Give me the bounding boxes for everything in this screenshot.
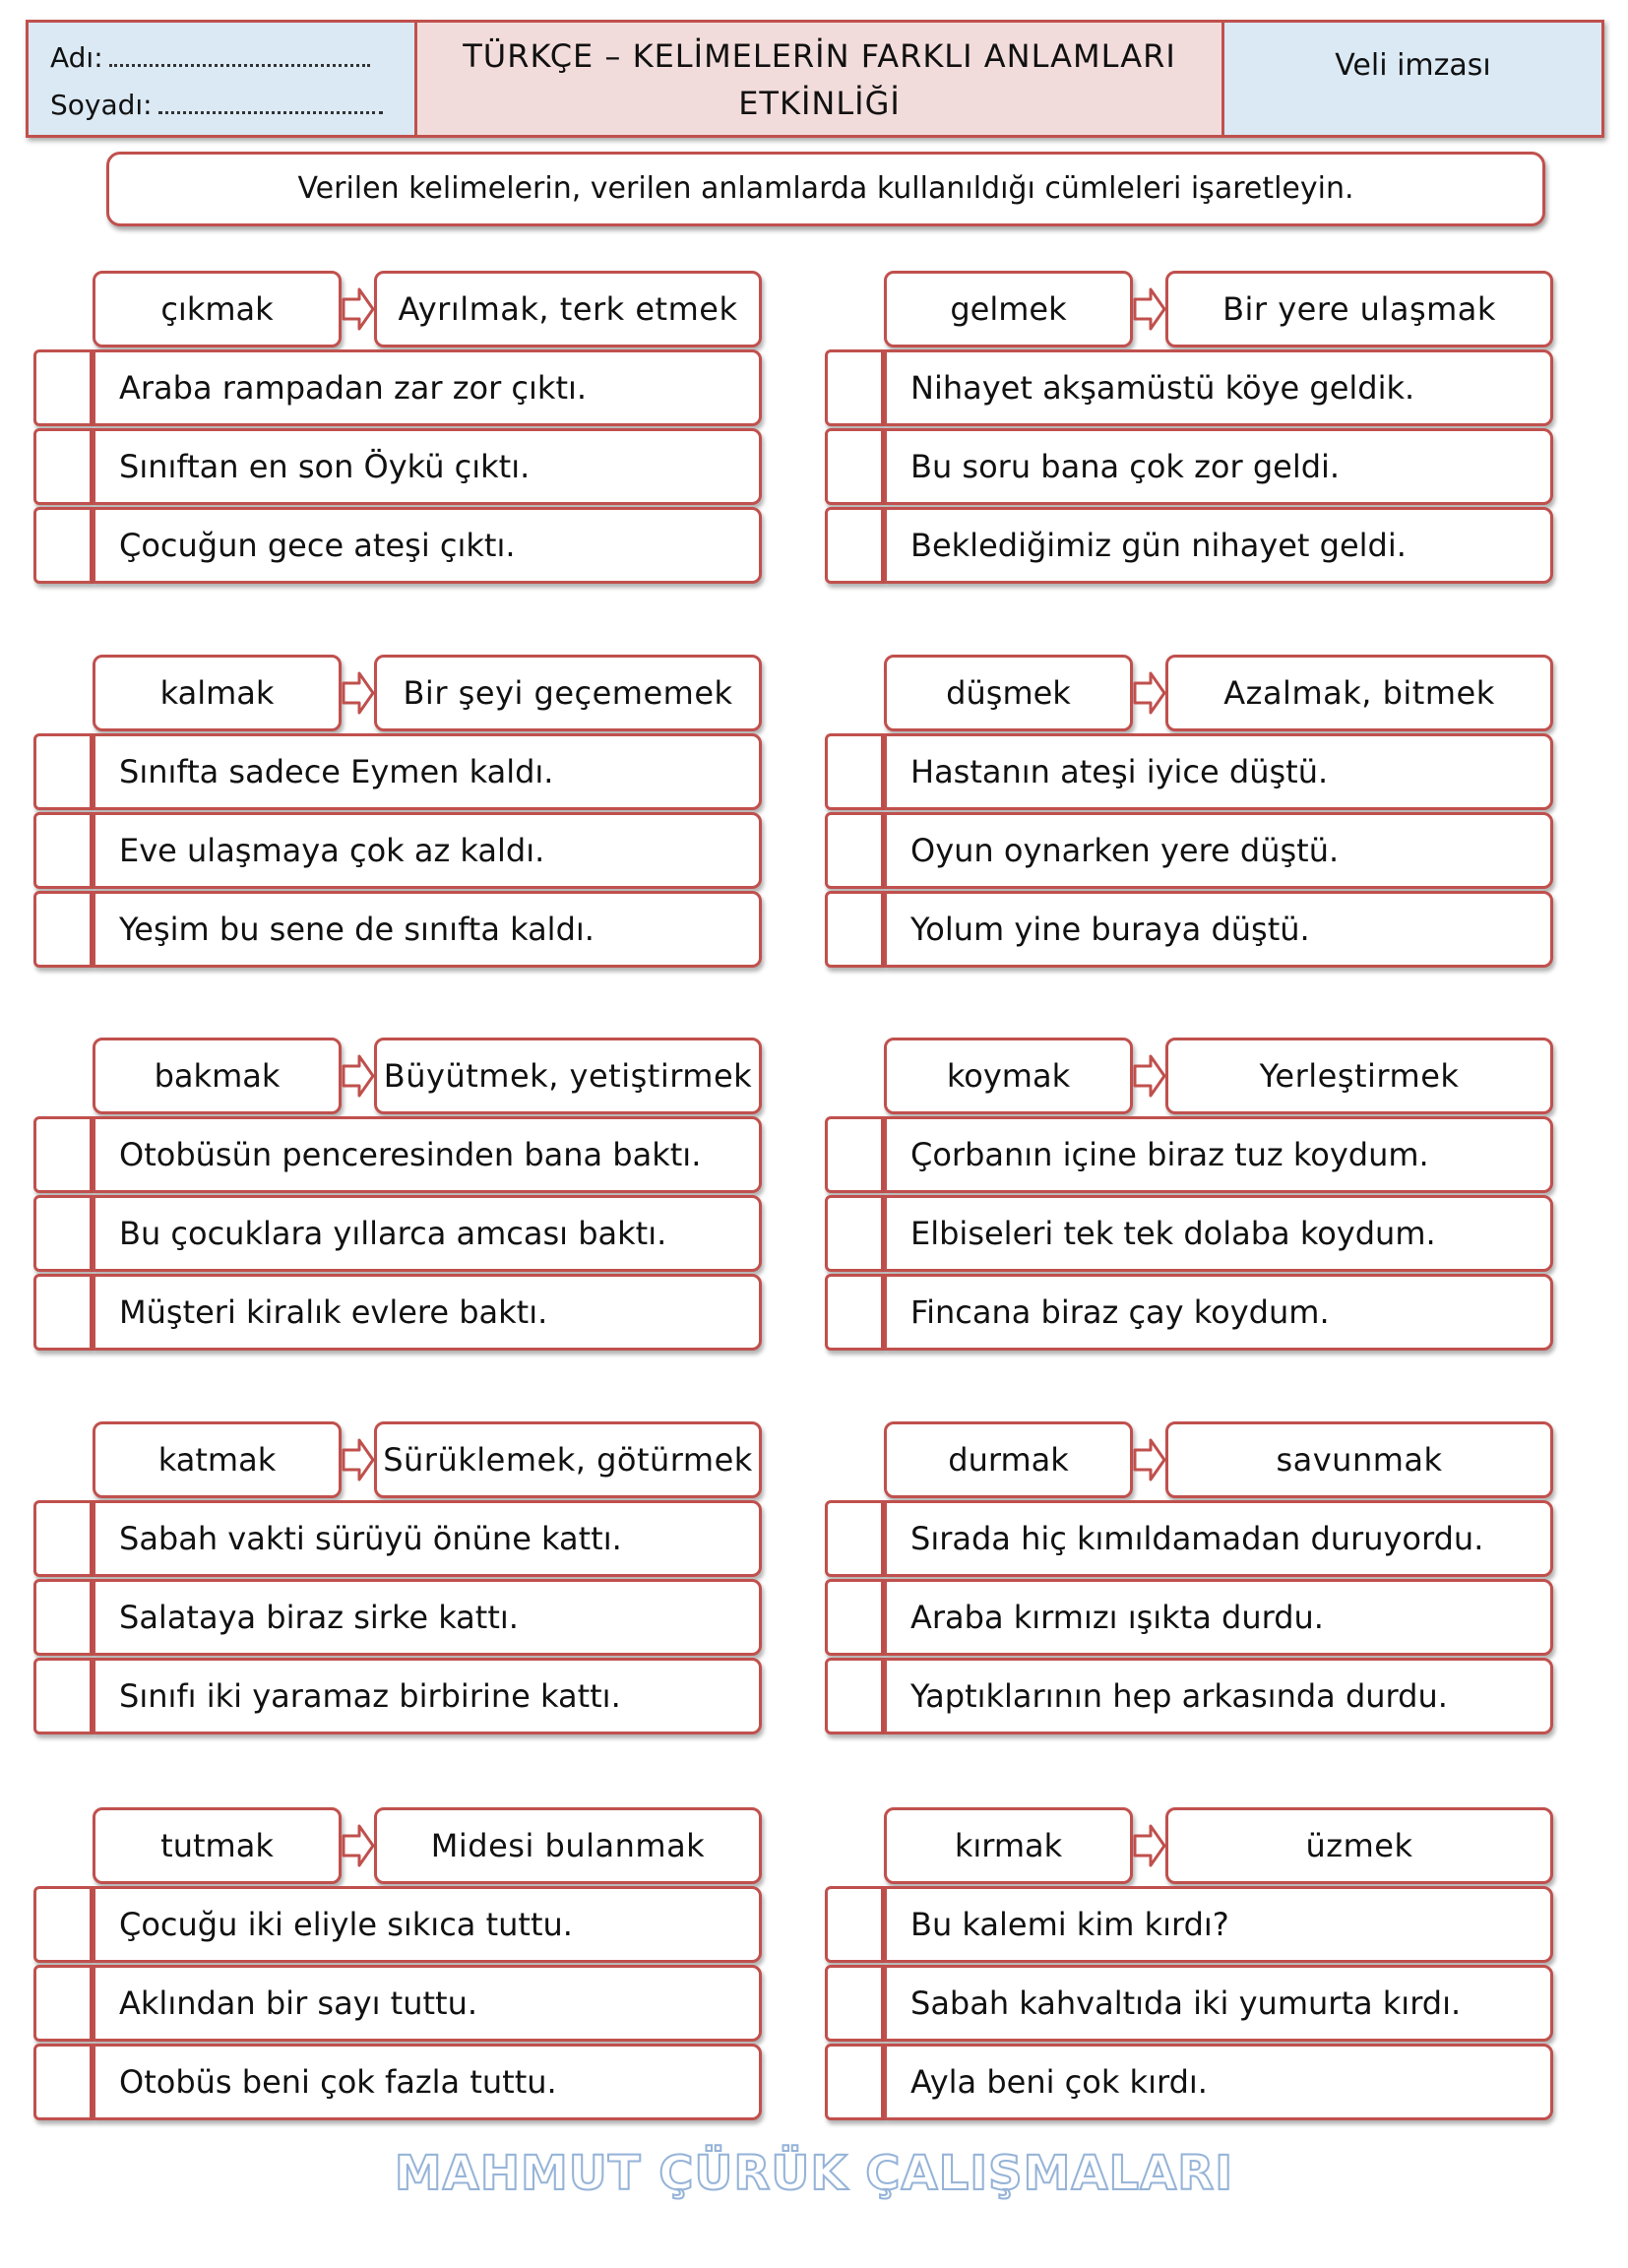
name-field[interactable] — [109, 64, 370, 67]
word-box: bakmak — [93, 1038, 342, 1114]
word-box: durmak — [884, 1421, 1133, 1498]
word-group-2 — [825, 271, 1553, 586]
checkbox[interactable] — [825, 1116, 884, 1193]
sentence-box: Araba rampadan zar zor çıktı. — [93, 349, 762, 426]
sentence-box: Elbiseleri tek tek dolaba koydum. — [884, 1195, 1553, 1272]
checkbox[interactable] — [825, 733, 884, 810]
worksheet-header — [26, 20, 1604, 138]
checkbox[interactable] — [33, 428, 93, 505]
sentence-box: Fincana biraz çay koydum. — [884, 1274, 1553, 1351]
word-box: çıkmak — [93, 271, 342, 347]
checkbox[interactable] — [33, 1965, 93, 2042]
checkbox[interactable] — [33, 2044, 93, 2120]
sentence-box: Sabah kahvaltıda iki yumurta kırdı. — [884, 1965, 1553, 2042]
checkbox[interactable] — [33, 1579, 93, 1656]
checkbox[interactable] — [825, 1579, 884, 1656]
checkbox[interactable] — [825, 1274, 884, 1351]
sentence-box: Sınıfta sadece Eymen kaldı. — [93, 733, 762, 810]
arrow-right-icon — [342, 671, 375, 715]
instruction-text: Verilen kelimelerin, verilen anlamlarda kullanıldığı cümleleri işaretleyin. — [297, 171, 1354, 206]
checkbox[interactable] — [33, 733, 93, 810]
sentence-box: Bu kalemi kim kırdı? — [884, 1886, 1553, 1963]
checkbox[interactable] — [825, 812, 884, 889]
checkbox[interactable] — [825, 1658, 884, 1734]
word-group-1 — [33, 271, 762, 586]
surname-line — [50, 82, 414, 129]
arrow-right-icon — [1133, 1824, 1166, 1867]
checkbox[interactable] — [825, 891, 884, 968]
name-label: Adı: — [50, 41, 103, 74]
checkbox[interactable] — [33, 1116, 93, 1193]
word-box: kırmak — [884, 1807, 1133, 1884]
arrow-right-icon — [1133, 671, 1166, 715]
meaning-box: Bir şeyi geçememek — [374, 655, 762, 731]
sentence-box: Oyun oynarken yere düştü. — [884, 812, 1553, 889]
checkbox[interactable] — [33, 1500, 93, 1577]
checkbox[interactable] — [33, 1274, 93, 1351]
word-group-6 — [825, 1038, 1553, 1353]
sentence-box: Sabah vakti sürüyü önüne kattı. — [93, 1500, 762, 1577]
word-box: katmak — [93, 1421, 342, 1498]
word-group-3 — [33, 655, 762, 970]
checkbox[interactable] — [33, 1886, 93, 1963]
sentence-box: Çorbanın içine biraz tuz koydum. — [884, 1116, 1553, 1193]
arrow-right-icon — [1133, 287, 1166, 331]
meaning-box: Ayrılmak, terk etmek — [374, 271, 762, 347]
parent-signature-label: Veli imzası — [1335, 48, 1491, 83]
sentence-box: Eve ulaşmaya çok az kaldı. — [93, 812, 762, 889]
checkbox[interactable] — [825, 1500, 884, 1577]
worksheet-title — [417, 23, 1224, 135]
word-group-9 — [33, 1807, 762, 2122]
arrow-right-icon — [342, 1054, 375, 1098]
word-group-4 — [825, 655, 1553, 970]
arrow-right-icon — [342, 1824, 375, 1867]
meaning-box: Bir yere ulaşmak — [1165, 271, 1553, 347]
sentence-box: Nihayet akşamüstü köye geldik. — [884, 349, 1553, 426]
surname-field[interactable] — [158, 111, 383, 114]
sentence-box: Çocuğu iki eliyle sıkıca tuttu. — [93, 1886, 762, 1963]
word-group-8 — [825, 1421, 1553, 1736]
sentence-box: Beklediğimiz gün nihayet geldi. — [884, 507, 1553, 584]
parent-signature-box[interactable] — [1224, 23, 1601, 135]
sentence-box: Yaptıklarının hep arkasında durdu. — [884, 1658, 1553, 1734]
sentence-box: Otobüs beni çok fazla tuttu. — [93, 2044, 762, 2120]
meaning-box: Sürüklemek, götürmek — [374, 1421, 762, 1498]
arrow-right-icon — [1133, 1054, 1166, 1098]
meaning-box: Azalmak, bitmek — [1165, 655, 1553, 731]
sentence-box: Salataya biraz sirke kattı. — [93, 1579, 762, 1656]
word-box: koymak — [884, 1038, 1133, 1114]
sentence-box: Müşteri kiralık evlere baktı. — [93, 1274, 762, 1351]
meaning-box: Midesi bulanmak — [374, 1807, 762, 1884]
checkbox[interactable] — [33, 1195, 93, 1272]
sentence-box: Bu çocuklara yıllarca amcası baktı. — [93, 1195, 762, 1272]
sentence-box: Hastanın ateşi iyice düştü. — [884, 733, 1553, 810]
meaning-box: savunmak — [1165, 1421, 1553, 1498]
instruction-box — [106, 152, 1545, 226]
word-box: kalmak — [93, 655, 342, 731]
checkbox[interactable] — [825, 1886, 884, 1963]
checkbox[interactable] — [825, 428, 884, 505]
student-info — [29, 23, 417, 135]
arrow-right-icon — [1133, 1438, 1166, 1481]
arrow-right-icon — [342, 1438, 375, 1481]
checkbox[interactable] — [33, 891, 93, 968]
sentence-box: Ayla beni çok kırdı. — [884, 2044, 1553, 2120]
sentence-box: Araba kırmızı ışıkta durdu. — [884, 1579, 1553, 1656]
checkbox[interactable] — [33, 1658, 93, 1734]
name-line — [50, 34, 414, 82]
word-group-5 — [33, 1038, 762, 1353]
checkbox[interactable] — [33, 812, 93, 889]
sentence-box: Yolum yine buraya düştü. — [884, 891, 1553, 968]
sentence-box: Sınıftan en son Öykü çıktı. — [93, 428, 762, 505]
checkbox[interactable] — [825, 349, 884, 426]
sentence-box: Çocuğun gece ateşi çıktı. — [93, 507, 762, 584]
checkbox[interactable] — [825, 1965, 884, 2042]
author-watermark: MAHMUT ÇÜRÜK ÇALIŞMALARI — [394, 2146, 1234, 2201]
word-box: tutmak — [93, 1807, 342, 1884]
meaning-box: Büyütmek, yetiştirmek — [374, 1038, 762, 1114]
checkbox[interactable] — [825, 1195, 884, 1272]
sentence-box: Bu soru bana çok zor geldi. — [884, 428, 1553, 505]
sentence-box: Yeşim bu sene de sınıfta kaldı. — [93, 891, 762, 968]
word-box: düşmek — [884, 655, 1133, 731]
checkbox[interactable] — [33, 507, 93, 584]
word-box: gelmek — [884, 271, 1133, 347]
title-line-2: ETKİNLİĞİ — [738, 85, 901, 122]
sentence-box: Aklından bir sayı tuttu. — [93, 1965, 762, 2042]
sentence-box: Sırada hiç kımıldamadan duruyordu. — [884, 1500, 1553, 1577]
word-group-7 — [33, 1421, 762, 1736]
title-line-1: TÜRKÇE – KELİMELERİN FARKLI ANLAMLARI — [463, 37, 1176, 75]
meaning-box: üzmek — [1165, 1807, 1553, 1884]
surname-label: Soyadı: — [50, 89, 153, 121]
checkbox[interactable] — [825, 507, 884, 584]
checkbox[interactable] — [825, 2044, 884, 2120]
checkbox[interactable] — [33, 349, 93, 426]
word-group-10 — [825, 1807, 1553, 2122]
arrow-right-icon — [342, 287, 375, 331]
meaning-box: Yerleştirmek — [1165, 1038, 1553, 1114]
sentence-box: Otobüsün penceresinden bana baktı. — [93, 1116, 762, 1193]
sentence-box: Sınıfı iki yaramaz birbirine kattı. — [93, 1658, 762, 1734]
